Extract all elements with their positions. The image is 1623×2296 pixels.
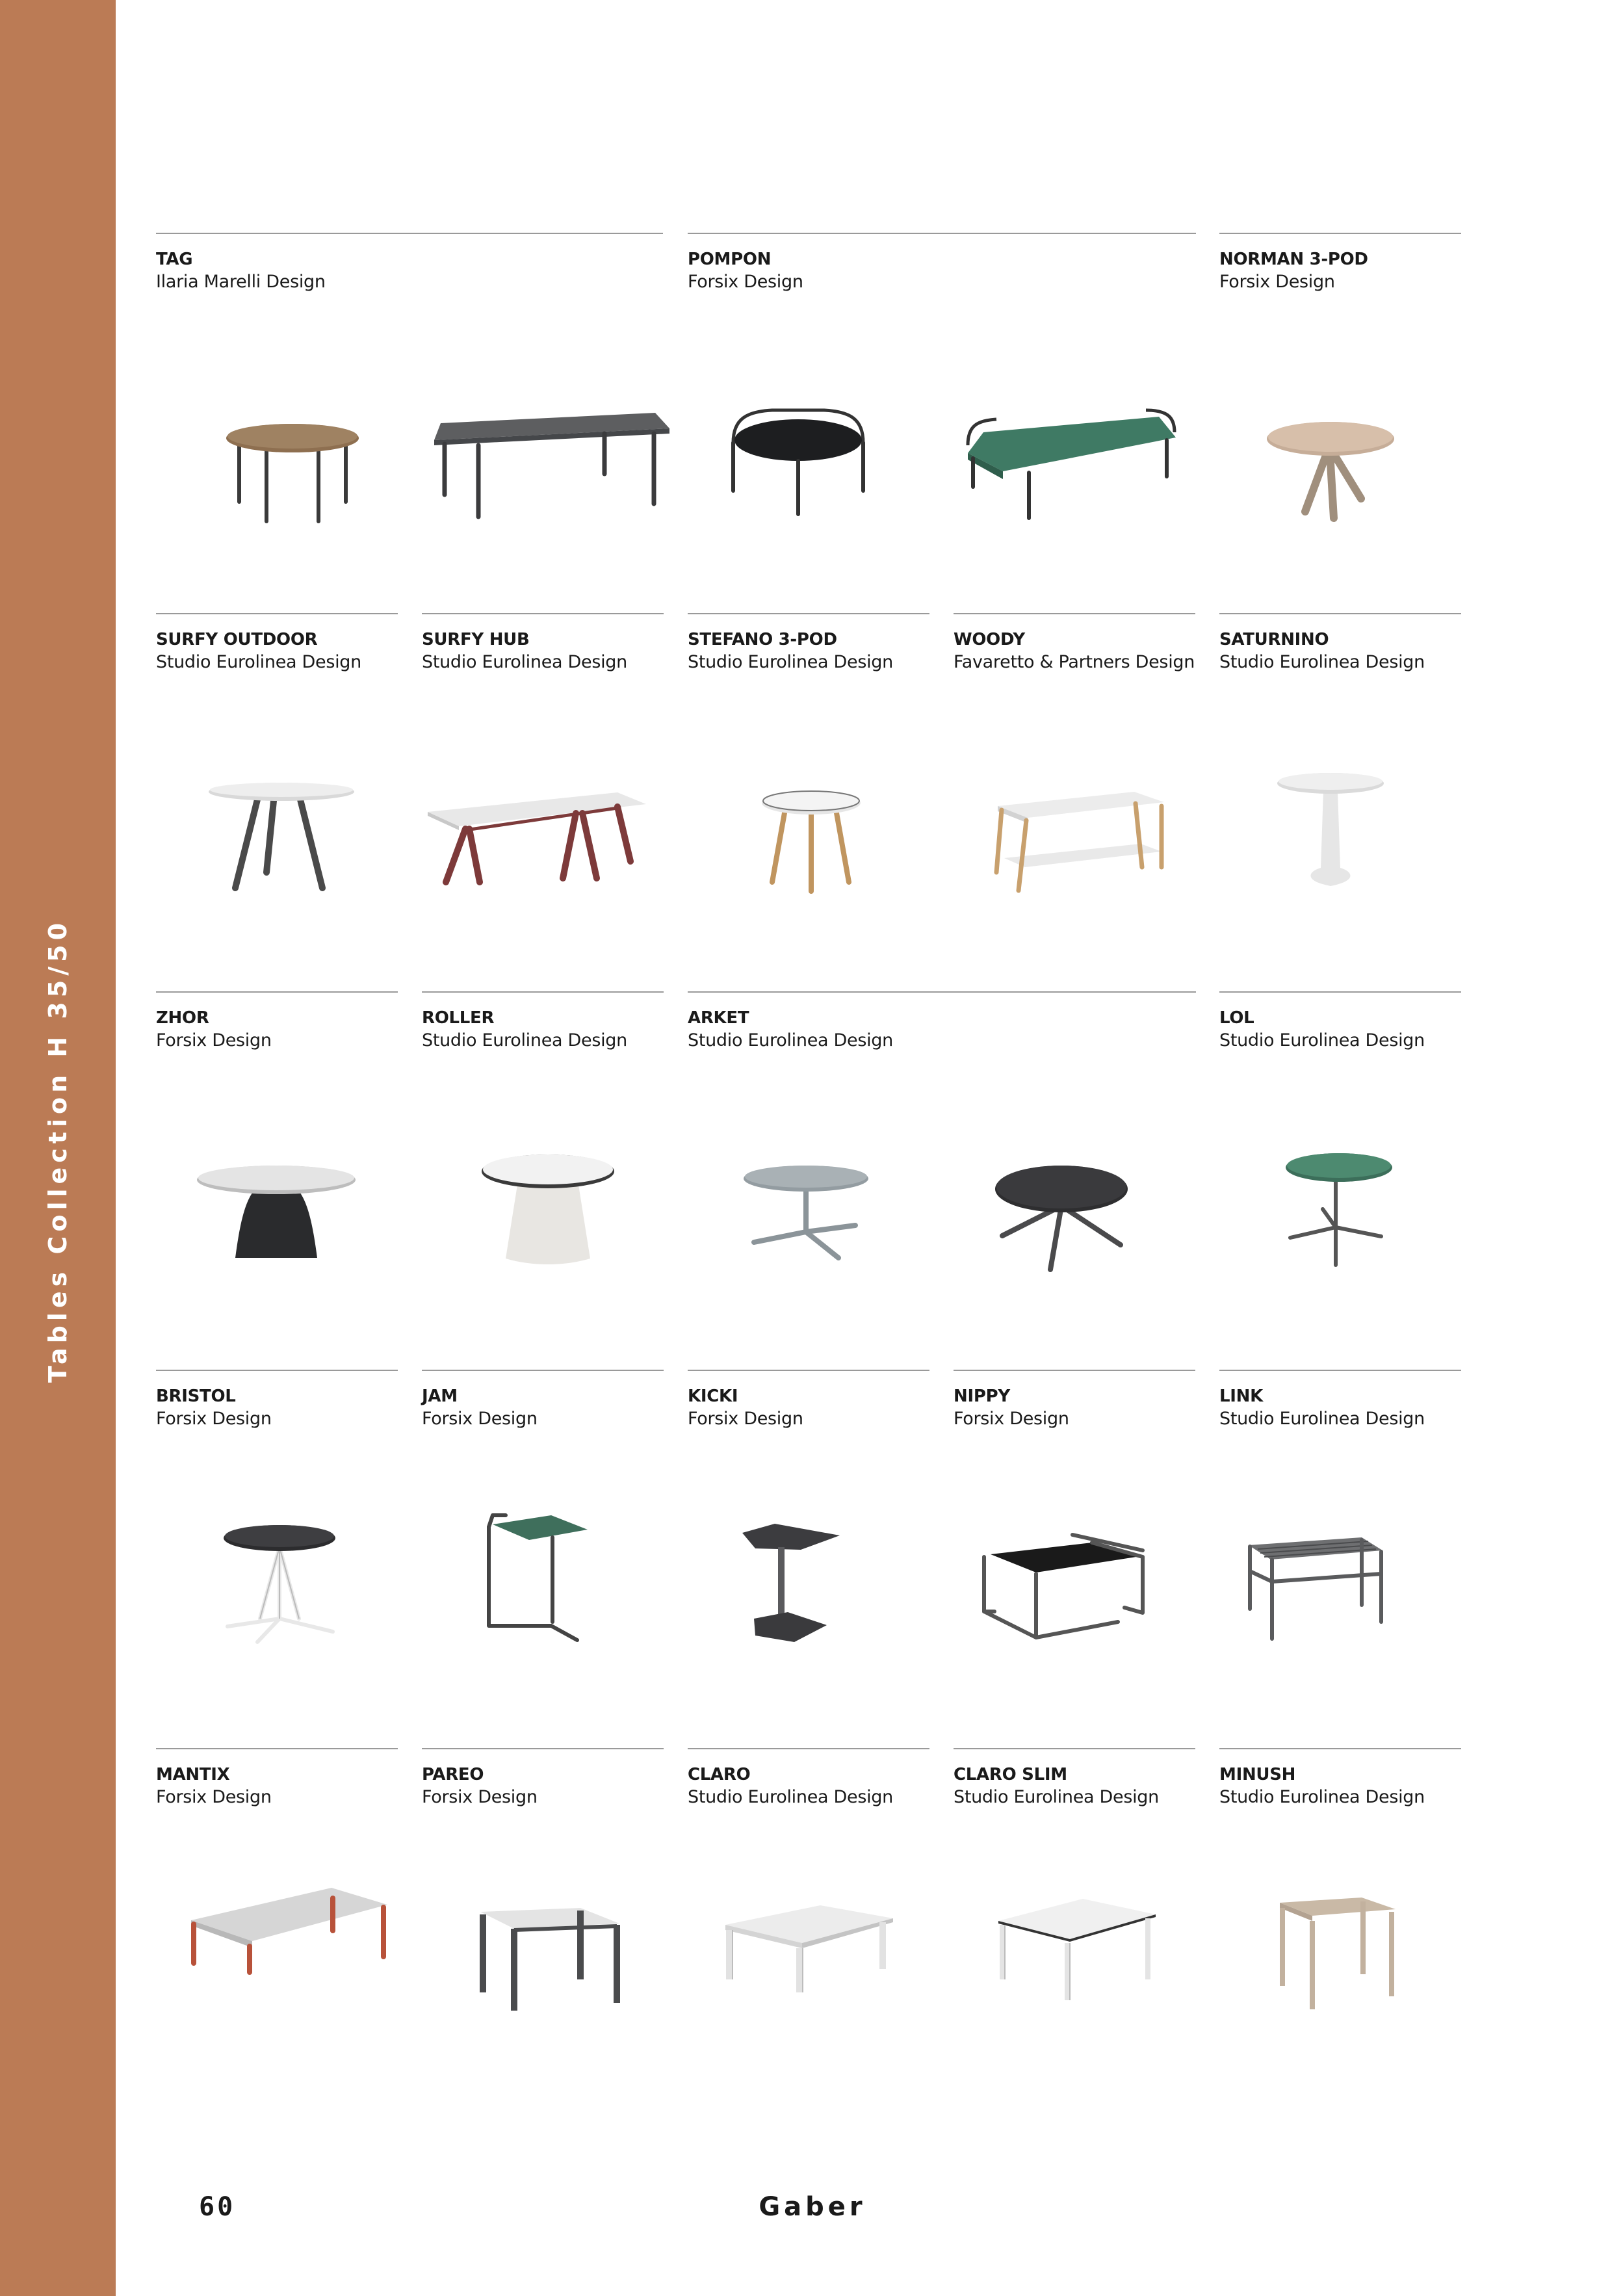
product-designer: Studio Eurolinea Design: [1219, 1030, 1425, 1050]
product-name: WOODY: [954, 630, 1025, 649]
product-label-norman-3-pod: [1219, 233, 1461, 294]
product-label-surfy-hub: [422, 613, 664, 674]
product-image-kicki: [736, 1521, 843, 1645]
product-label-jam: [422, 1370, 664, 1431]
product-designer: Studio Eurolinea Design: [688, 652, 893, 672]
product-image-woody: [991, 787, 1167, 897]
product-designer: Studio Eurolinea Design: [156, 652, 361, 672]
product-image-norman-3-pod: [1262, 413, 1399, 523]
product-designer: Forsix Design: [688, 272, 803, 292]
product-name: NIPPY: [954, 1387, 1010, 1406]
product-label-claro-slim: [954, 1748, 1195, 1809]
product-image-claro: [723, 1901, 895, 1996]
product-label-lol: [1219, 991, 1461, 1052]
product-designer: Studio Eurolinea Design: [1219, 1409, 1425, 1429]
product-label-claro: [688, 1748, 929, 1809]
product-designer: Studio Eurolinea Design: [1219, 652, 1425, 672]
product-name: LINK: [1219, 1387, 1263, 1406]
product-name: SURFY OUTDOOR: [156, 630, 318, 649]
product-designer: Studio Eurolinea Design: [954, 1787, 1159, 1807]
brand-logo: Gaber: [759, 2192, 866, 2222]
product-image-zhor: [195, 1160, 357, 1261]
product-name: NORMAN 3-POD: [1219, 250, 1368, 269]
product-image-arket-round: [741, 1160, 871, 1264]
product-designer: Studio Eurolinea Design: [688, 1787, 893, 1807]
product-image-minush: [1277, 1895, 1397, 2012]
product-designer: Ilaria Marelli Design: [156, 272, 326, 292]
product-label-woody: [954, 613, 1195, 674]
product-name: JAM: [422, 1387, 458, 1406]
product-image-stefano-3-pod: [759, 783, 863, 894]
product-image-lol: [1284, 1151, 1394, 1271]
product-name: SURFY HUB: [422, 630, 530, 649]
product-image-roller: [480, 1151, 616, 1268]
product-image-claro-slim: [994, 1895, 1157, 2002]
product-name: PAREO: [422, 1765, 484, 1784]
product-image-jam: [480, 1511, 593, 1645]
product-image-pompon-round: [727, 406, 870, 523]
product-label-arket: [688, 991, 1196, 1052]
product-name: ZHOR: [156, 1008, 209, 1028]
product-image-tag-round: [221, 416, 364, 533]
product-designer: Studio Eurolinea Design: [688, 1030, 893, 1050]
product-designer: Forsix Design: [422, 1787, 538, 1807]
product-designer: Studio Eurolinea Design: [422, 652, 627, 672]
product-designer: Forsix Design: [422, 1409, 538, 1429]
product-image-mantix: [188, 1885, 390, 1976]
product-name: STEFANO 3-POD: [688, 630, 837, 649]
product-image-pareo: [478, 1901, 621, 2012]
product-label-pareo: [422, 1748, 664, 1809]
product-label-mantix: [156, 1748, 398, 1809]
product-name: BRISTOL: [156, 1387, 236, 1406]
page-number: 60: [199, 2192, 236, 2222]
product-name: CLARO: [688, 1765, 751, 1784]
product-label-link: [1219, 1370, 1461, 1431]
product-image-surfy-hub: [422, 783, 650, 894]
product-designer: Studio Eurolinea Design: [422, 1030, 627, 1050]
sidebar-band: [0, 0, 116, 2296]
product-name: MANTIX: [156, 1765, 230, 1784]
product-label-stefano-3-pod: [688, 613, 929, 674]
product-label-minush: [1219, 1748, 1461, 1809]
product-label-surfy-outdoor: [156, 613, 398, 674]
product-image-bristol: [221, 1521, 338, 1648]
section-title: Tables Collection H 35/50: [44, 918, 72, 1383]
product-name: POMPON: [688, 250, 772, 269]
product-designer: Forsix Design: [1219, 272, 1335, 292]
product-designer: Forsix Design: [954, 1409, 1069, 1429]
product-name: CLARO SLIM: [954, 1765, 1067, 1784]
product-label-pompon: [688, 233, 1196, 294]
product-label-bristol: [156, 1370, 398, 1431]
product-designer: Forsix Design: [688, 1409, 803, 1429]
product-image-pompon-oval: [964, 406, 1178, 523]
product-image-surfy-outdoor: [207, 779, 356, 896]
product-name: SATURNINO: [1219, 630, 1329, 649]
product-name: ROLLER: [422, 1008, 495, 1028]
product-image-tag-rectangular: [421, 406, 671, 523]
product-image-saturnino: [1275, 770, 1386, 894]
product-designer: Forsix Design: [156, 1787, 272, 1807]
product-label-roller: [422, 991, 664, 1052]
product-designer: Studio Eurolinea Design: [1219, 1787, 1425, 1807]
product-label-saturnino: [1219, 613, 1461, 674]
product-label-tag: [156, 233, 663, 294]
product-label-nippy: [954, 1370, 1195, 1431]
product-designer: Forsix Design: [156, 1409, 272, 1429]
product-label-kicki: [688, 1370, 929, 1431]
product-name: KICKI: [688, 1387, 738, 1406]
product-image-arket-dark: [993, 1160, 1130, 1274]
product-image-link: [1245, 1531, 1384, 1645]
product-label-zhor: [156, 991, 398, 1052]
product-designer: Favaretto & Partners Design: [954, 652, 1195, 672]
product-designer: Forsix Design: [156, 1030, 272, 1050]
product-name: LOL: [1219, 1008, 1254, 1028]
product-image-nippy: [981, 1531, 1147, 1648]
product-name: MINUSH: [1219, 1765, 1296, 1784]
product-name: ARKET: [688, 1008, 749, 1028]
product-name: TAG: [156, 250, 193, 269]
